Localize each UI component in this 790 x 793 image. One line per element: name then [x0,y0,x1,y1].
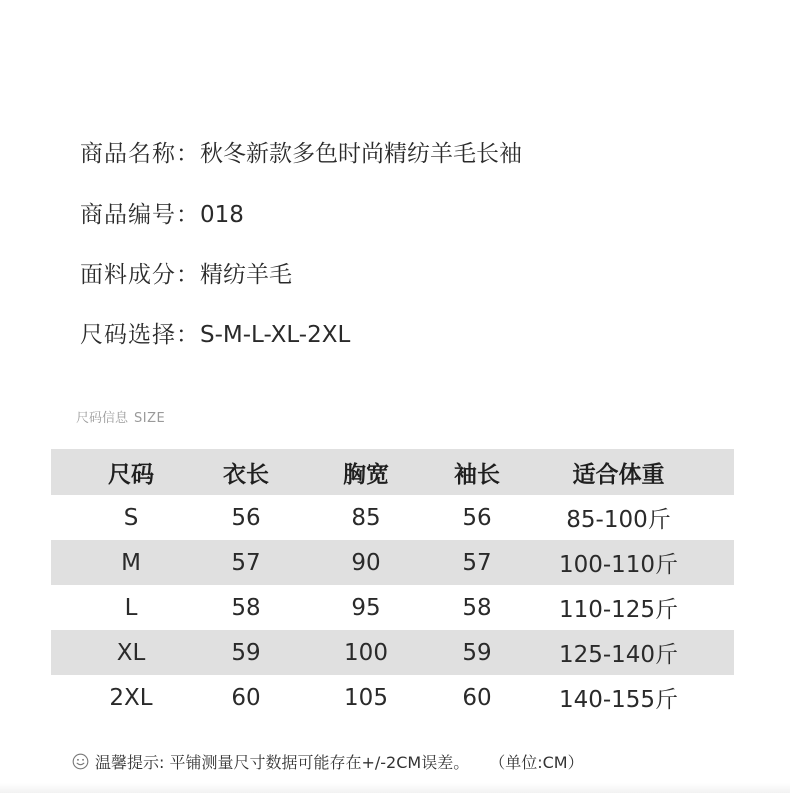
table-row [51,585,734,630]
fabric-value: 精纺羊毛 [200,262,292,288]
size-title-en: SIZE [134,411,166,426]
size-options-label: 尺码选择： [80,322,200,348]
size-options-line [80,316,350,349]
table-row [51,495,734,540]
cell-weight: 140-155斤 [558,687,679,713]
header-weight: 适合体重 [503,449,734,495]
table-row [51,630,734,675]
product-name-value: 秋冬新款多色时尚精纺羊毛长袖 [200,141,522,167]
measurement-note [72,750,584,773]
cell-length: 57 [211,540,281,585]
size-table-header-row [51,449,734,495]
size-options-value: S-M-L-XL-2XL [200,322,351,348]
cell-weight: 110-125斤 [558,597,679,623]
size-table [51,449,734,720]
cell-sleeve: 56 [462,504,492,531]
product-name-line [80,135,522,168]
cell-chest: 105 [344,684,388,711]
cell-size: S [123,504,139,531]
table-row [51,675,734,720]
smile-icon [72,753,89,770]
cell-weight: 100-110斤 [503,540,734,585]
product-name-label: 商品名称： [80,141,200,167]
product-code-label: 商品编号： [80,202,200,228]
cell-chest: 85 [351,504,381,531]
note-text: 温馨提示: 平铺测量尺寸数据可能存在+/-2CM误差。 [95,753,470,772]
cell-size: XL [51,630,211,675]
header-size: 尺码 [51,449,211,495]
header-length: 衣长 [211,449,281,495]
cell-length: 58 [231,594,261,621]
cell-length: 56 [231,504,261,531]
size-title-cn: 尺码信息 [76,411,129,426]
cell-size: 2XL [109,684,153,711]
cell-size: L [124,594,138,621]
cell-sleeve: 58 [462,594,492,621]
header-chest: 胸宽 [281,449,451,495]
fabric-line [80,256,292,289]
unit-text: （单位:CM） [489,753,584,772]
cell-weight: 85-100斤 [566,507,671,533]
cell-sleeve: 59 [451,630,503,675]
cell-weight: 125-140斤 [503,630,734,675]
product-code-value: 018 [200,202,244,228]
product-code-line [80,196,244,229]
cell-length: 60 [231,684,261,711]
bottom-fade-divider [0,783,790,793]
cell-chest: 90 [281,540,451,585]
cell-sleeve: 57 [451,540,503,585]
cell-sleeve: 60 [462,684,492,711]
header-sleeve: 袖长 [451,449,503,495]
size-section-title [76,407,165,426]
fabric-label: 面料成分： [80,262,200,288]
cell-chest: 95 [351,594,381,621]
cell-size: M [51,540,211,585]
cell-length: 59 [211,630,281,675]
cell-chest: 100 [281,630,451,675]
table-row [51,540,734,585]
